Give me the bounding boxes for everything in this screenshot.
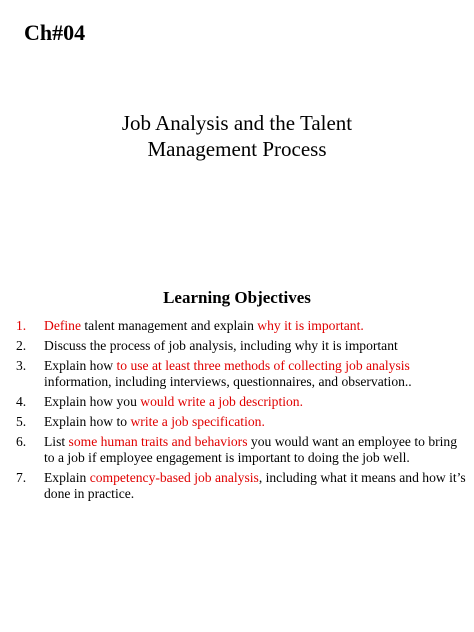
objective-highlight: to use at least three methods of collecting job analysis — [116, 358, 410, 373]
objective-number: 6. — [16, 434, 27, 449]
objective-item — [16, 358, 466, 390]
objective-text: Explain — [44, 470, 90, 485]
objective-item — [16, 394, 466, 410]
objective-number: 4. — [16, 394, 27, 409]
objective-number: 5. — [16, 414, 27, 429]
objective-text: information, including interviews, questionnaires, and observation.. — [44, 374, 412, 389]
objective-text: Explain how — [44, 358, 117, 373]
objective-number: 3. — [16, 358, 27, 373]
objective-text: , including what it means and how it’s done in practice. — [44, 470, 466, 501]
objectives-list — [16, 318, 466, 506]
objective-item — [16, 338, 466, 354]
objective-text: Discuss the process of job analysis, including why it is important — [44, 338, 398, 353]
objective-highlight: would write a job description. — [140, 394, 303, 409]
objective-item — [16, 470, 466, 502]
objective-text: you would want an employee to bring to a job if employee engagement is important to doing the job well. — [44, 434, 458, 465]
objectives-heading: Learning Objectives — [163, 288, 311, 307]
objective-item — [16, 414, 466, 430]
objective-highlight: competency-based job analysis — [89, 470, 259, 485]
objective-item — [16, 318, 466, 334]
objective-number: 1. — [16, 318, 27, 333]
chapter-label: Ch#04 — [24, 20, 86, 45]
title-line-2: Management Process — [147, 137, 327, 161]
objective-number: 7. — [16, 470, 27, 485]
objective-highlight: why it is important. — [257, 318, 364, 333]
objective-text: Explain how to — [44, 414, 131, 429]
objective-text: Explain how you — [44, 394, 141, 409]
objective-highlight: some human traits and behaviors — [68, 434, 248, 449]
title-line-1: Job Analysis and the Talent — [121, 111, 353, 135]
document-title — [0, 110, 474, 162]
objective-highlight: write a job specification. — [130, 414, 265, 429]
objective-item — [16, 434, 466, 466]
objective-number: 2. — [16, 338, 27, 353]
objective-highlight: Define — [44, 318, 81, 333]
objective-text: List — [44, 434, 69, 449]
objective-text: talent management and explain — [81, 318, 258, 333]
